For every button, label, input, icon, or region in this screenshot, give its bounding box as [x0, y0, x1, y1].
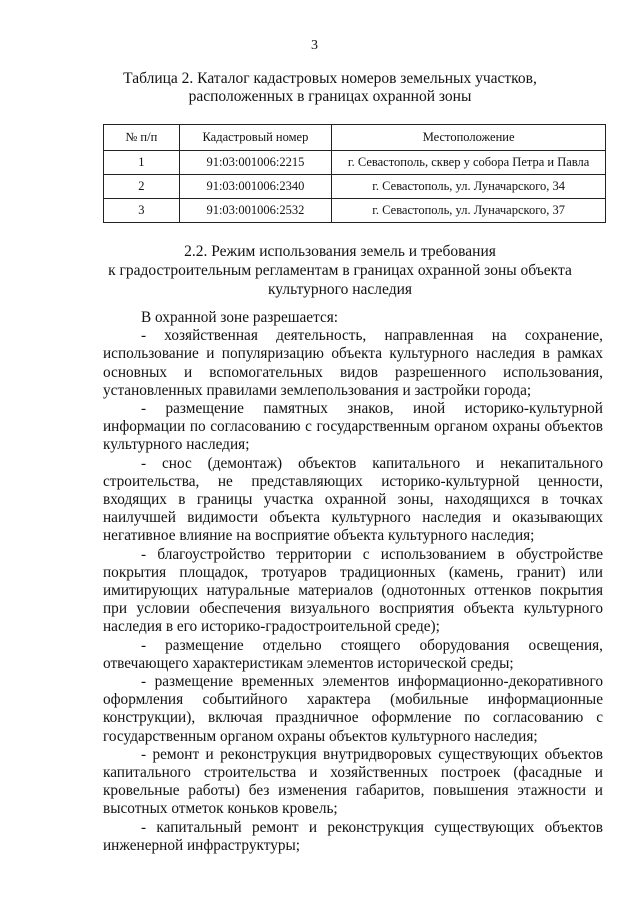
table-row: [104, 199, 606, 223]
list-item: - ремонт и реконструкция внутридворовых существующих объектов капитального строительства и хозяйственных построек (фасадные и кровельные работы) без изменения габаритов, повышения этажности и высотных отметок коньков кровель;: [103, 745, 603, 818]
header-cell-cadastral: Кадастровый номер: [179, 125, 332, 151]
table-header-row: [104, 125, 606, 151]
table-cell: 91:03:001006:2340: [179, 175, 332, 199]
table-cell: 91:03:001006:2215: [179, 151, 332, 175]
table-title-line: расположенных в границах охранной зоны: [188, 88, 472, 105]
list-item: - размещение памятных знаков, иной историко-культурной информации по согласованию с государственным органом охраны объектов культурного наследия;: [103, 400, 603, 454]
table-cell: 1: [104, 151, 180, 175]
section-heading-line: культурного наследия: [267, 281, 413, 298]
paragraph-intro: В охранной зоне разрешается:: [141, 309, 339, 326]
section-heading-line: к градостроительным регламентам в границах охранной зоны объекта: [108, 262, 572, 279]
table-row: [104, 151, 606, 175]
table-title: [60, 70, 600, 106]
list-item: - размещение временных элементов информационно-декоративного оформления событийного характера (мобильные информационные конструкции), включая праздничное оформление по согласованию с государственным органом охраны объектов культурного наследия;: [103, 673, 603, 745]
table-title-line: Таблица 2. Каталог кадастровых номеров земельных участков,: [123, 70, 537, 87]
list-item: - капитальный ремонт и реконструкция существующих объектов инженерной инфраструктуры;: [103, 818, 603, 854]
table-cell: г. Севастополь, ул. Луначарского, 34: [332, 175, 606, 199]
header-cell-number: № п/п: [104, 125, 180, 151]
table-cell: 3: [104, 199, 180, 223]
header-cell-location: Местоположение: [332, 125, 606, 151]
section-heading: [80, 242, 600, 299]
table-row: [104, 175, 606, 199]
section-heading-line: 2.2. Режим использования земель и требования: [184, 243, 496, 260]
table-cell: г. Севастополь, ул. Луначарского, 37: [332, 199, 606, 223]
list-item: - снос (демонтаж) объектов капитального и некапитального строительства, не представляющих историко-культурной ценности, входящих в границы участка охранной зоны, находящихся в точках наилучшей видимости объекта культурного наследия и оказывающих негативное влияние на восприятие объекта культурного наследия;: [103, 454, 603, 545]
table-cell: 2: [104, 175, 180, 199]
body-text: [103, 309, 603, 855]
list-item: - благоустройство территории с использованием в обустройстве покрытия площадок, тротуаров традиционных (камень, гранит) или имитирующих натуральные материалов (однотонных оттенков покрытия при условии обеспечения визуального восприятия объекта культурного наследия в его историко-градостроительной среде);: [103, 545, 603, 636]
list-item: - размещение отдельно стоящего оборудования освещения, отвечающего характеристикам элементов исторической среды;: [103, 636, 603, 672]
table-cell: г. Севастополь, сквер у собора Петра и Павла: [332, 151, 606, 175]
page-number: 3: [311, 38, 318, 53]
table-cell: 91:03:001006:2532: [179, 199, 332, 223]
list-item: - хозяйственная деятельность, направленная на сохранение, использование и популяризацию объекта культурного наследия в рамках основных и вспомогательных видов разрешенного использования, установленных правилами землепользования и застройки города;: [103, 327, 603, 399]
cadastral-table: [103, 124, 606, 223]
